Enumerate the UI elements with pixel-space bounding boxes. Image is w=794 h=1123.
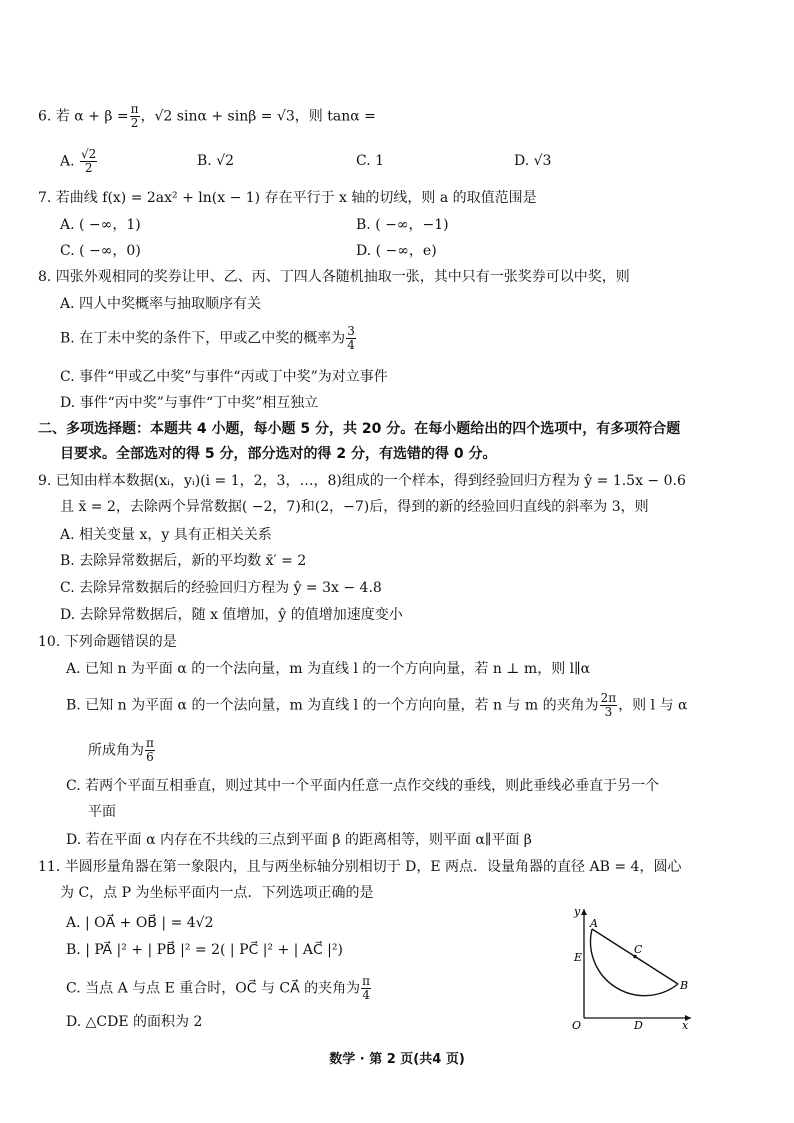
label-y: y (574, 905, 581, 918)
semicircle-arc (590, 929, 678, 996)
q10-stem: 10. 下列命题错误的是 (38, 634, 177, 650)
fraction-denominator: 4 (347, 338, 355, 352)
q10-option-b-cont (88, 737, 156, 764)
q7-option-c: C. ( −∞，0) (60, 243, 141, 259)
label-x: x (682, 1019, 689, 1030)
label-b: B (680, 979, 689, 992)
fraction-denominator: 3 (604, 705, 613, 719)
fraction-numerator: π (146, 736, 154, 750)
q11-stem-line2: 为 C，点 P 为坐标平面内一点．下列选项正确的是 (60, 885, 374, 901)
q6-stem (38, 103, 376, 130)
y-axis-arrow-icon (581, 909, 587, 915)
fraction-denominator: 6 (146, 750, 154, 764)
q8-option-c: C. 事件“甲或乙中奖”与事件“丙或丁中奖”为对立事件 (60, 369, 388, 385)
fraction-numerator: 3 (347, 324, 355, 338)
option-label: A. (60, 153, 75, 170)
section2-heading-line2: 目要求。全部选对的得 5 分，部分选对的得 2 分，有选错的得 0 分。 (60, 446, 497, 462)
q8-stem: 8. 四张外观相同的奖券让甲、乙、丙、丁四人各随机抽取一张，其中只有一张奖券可以中奖，则 (38, 269, 630, 285)
q7-option-b: B. ( −∞，−1) (356, 217, 449, 233)
q10-option-d: D. 若在平面 α 内存在不共线的三点到平面 β 的距离相等，则平面 α∥平面 β (66, 832, 532, 848)
q11-stem-line1: 11. 半圆形量角器在第一象限内，且与两坐标轴分别相切于 D，E 两点．设量角器的直径 AB = 4，圆心 (38, 859, 682, 875)
q11-option-a: A. | OA⃗ + OB⃗ | = 4√2 (66, 915, 214, 931)
pi-over-6 (145, 737, 155, 764)
fraction-numerator: π (362, 974, 371, 988)
pi-over-4 (361, 975, 371, 1002)
page-footer: 数学 · 第 2 页(共4 页) (329, 1052, 465, 1067)
section2-heading-line1: 二、多项选择题：本题共 4 小题，每小题 5 分，共 20 分。在每小题给出的四个选项中，有多项符合题 (38, 421, 681, 437)
q8-option-b (60, 325, 357, 352)
q9-option-d: D. 去除异常数据后，随 x 值增加，ŷ 的值增加速度变小 (60, 607, 403, 623)
fraction-numerator: √2 (81, 147, 97, 161)
q10-option-a: A. 已知 n 为平面 α 的一个法向量，m 为直线 l 的一个方向向量，若 n ⊥ m，则 l∥α (66, 661, 591, 677)
q9-option-b: B. 去除异常数据后，新的平均数 x̄′ = 2 (60, 553, 307, 569)
label-a: A (590, 917, 598, 930)
q6-option-c: C. 1 (356, 153, 385, 169)
protractor-figure (566, 905, 696, 1030)
q10-option-b (66, 692, 687, 719)
q8-option-d: D. 事件“丙中奖”与事件“丁中奖”相互独立 (60, 395, 319, 411)
q9-option-a: A. 相关变量 x，y 具有正相关关系 (60, 527, 272, 543)
q11-option-c (66, 975, 372, 1002)
q6-stem-part2: ，√2 sinα + sinβ = √3，则 tanα = (140, 108, 376, 125)
q6-pi-over-2 (130, 103, 140, 130)
q6-option-a (60, 148, 98, 175)
q6-stem-part1: 6. 若 α + β = (38, 108, 129, 125)
fraction-numerator: 2π (600, 691, 617, 705)
q9-option-c: C. 去除异常数据后的经验回归方程为 ŷ = 3x − 4.8 (60, 580, 382, 596)
option-text: B. 在丁未中奖的条件下，甲或乙中奖的概率为 (60, 330, 346, 347)
label-o: O (572, 1019, 582, 1030)
option-text-tail: ，则 l 与 α (618, 697, 688, 714)
fraction-denominator: 4 (362, 988, 370, 1002)
fraction-denominator: 2 (130, 116, 139, 130)
q11-option-b: B. | PA⃗ |² + | PB⃗ |² = 2( | PC⃗ |² + | AC⃗ |²) (66, 942, 343, 958)
option-text: C. 当点 A 与点 E 重合时，OC⃗ 与 CA⃗ 的夹角为 (66, 980, 361, 997)
q7-stem: 7. 若曲线 f(x) = 2ax² + ln(x − 1) 存在平行于 x 轴的切线，则 a 的取值范围是 (38, 190, 537, 206)
q7-option-a: A. ( −∞，1) (60, 217, 141, 233)
q6-option-d: D. √3 (514, 153, 552, 169)
fraction-denominator: 2 (84, 161, 93, 175)
q6-option-b: B. √2 (197, 153, 235, 169)
option-text: 所成角为 (88, 742, 144, 759)
q10-option-c-line1: C. 若两个平面互相垂直，则过其中一个平面内任意一点作交线的垂线，则此垂线必垂直于另一个 (66, 778, 660, 794)
q9-stem-line1: 9. 已知由样本数据(xᵢ，yᵢ)(i = 1，2，3，…，8)组成的一个样本，得到经验回归方程为 ŷ = 1.5x − 0.6 (38, 473, 686, 489)
q7-option-d: D. ( −∞，e) (356, 243, 437, 259)
sqrt2-over-2 (80, 148, 97, 175)
q10-option-c-line2: 平面 (88, 804, 116, 820)
option-text: B. 已知 n 为平面 α 的一个法向量，m 为直线 l 的一个方向向量，若 n 与 m 的夹角为 (66, 697, 599, 714)
q11-option-d: D. △CDE 的面积为 2 (66, 1014, 203, 1030)
fraction-numerator: π (130, 102, 139, 116)
label-c: C (634, 943, 643, 956)
q8-option-a: A. 四人中奖概率与抽取顺序有关 (60, 296, 262, 312)
three-quarters (346, 325, 356, 352)
label-d: D (634, 1019, 643, 1030)
label-e: E (574, 951, 583, 964)
q9-stem-line2: 且 x̄ = 2，去除两个异常数据( −2，7)和(2，−7)后，得到的新的经验回归直线的斜率为 3，则 (60, 499, 649, 515)
two-pi-over-3 (600, 692, 618, 719)
